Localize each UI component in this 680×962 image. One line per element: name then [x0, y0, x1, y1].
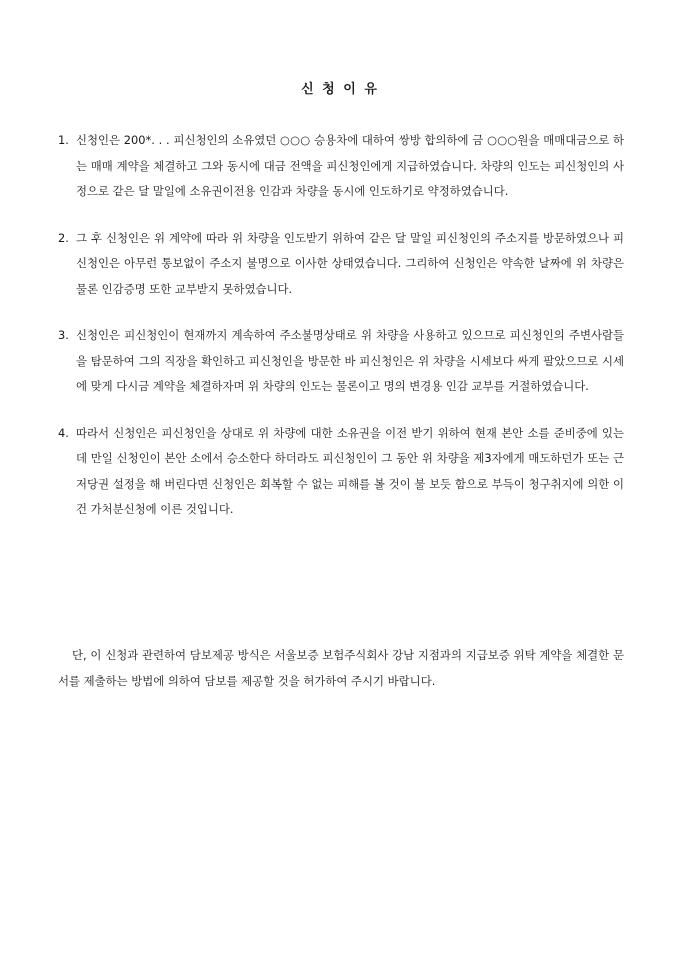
reason-item-2	[58, 226, 624, 303]
reason-number: 1.	[58, 133, 69, 147]
reason-text: 따라서 신청인은 피신청인을 상대로 위 차량에 대한 소유권을 이전 받기 위하여 현재 본안 소를 준비중에 있는데 만일 신청인이 본안 소에서 승소한다 하더라도 피신청인이 그 동안 위 차량을 제3자에게 매도하던가 또는 근저당권 설정을 해 버린다면 신청인은 회복할 수 없는 피해를 볼 것이 불 보듯 함으로 부득이 청구취지에 의한 이건 가처분신청에 이른 것입니다.	[76, 425, 624, 516]
reason-number: 2.	[58, 230, 69, 245]
reason-text: 그 후 신청인은 위 계약에 따라 위 차량을 인도받기 위하여 같은 달 말일 피신청인의 주소지를 방문하였으나 피신청인은 아무런 통보없이 주소지 불명으로 이사한 상태였습니다. 그리하여 신청인은 약속한 날짜에 위 차량은 물론 인감증명 또한 교부받지 못하였습니다.	[76, 230, 624, 296]
reason-number: 3.	[58, 328, 69, 342]
reason-item-4	[58, 421, 624, 523]
reason-number: 4.	[58, 425, 69, 440]
reasons-list	[58, 128, 624, 544]
collateral-note: 단, 이 신청과 관련하여 담보제공 방식은 서울보증 보험주식회사 강남 지점과의 지급보증 위탁 계약을 체결한 문서를 제출하는 방법에 의하여 담보를 제공할 것을 허가하여 주시기 바랍니다.	[58, 648, 624, 688]
reason-item-3	[58, 323, 624, 400]
reason-text: 신청인은 200*. . . 피신청인의 소유였던 ○○○ 승용차에 대하여 쌍방 합의하에 금 ○○○원을 매매대금으로 하는 매매 계약을 체결하고 그와 동시에 대금 전액을 피신청인에게 지급하였습니다. 차량의 인도는 피신청인의 사정으로 같은 달 말일에 소유권이전용 인감과 차량을 동시에 인도하기로 약정하였습니다.	[76, 133, 624, 198]
reason-item-1	[58, 128, 624, 205]
reason-text: 신청인은 피신청인이 현재까지 계속하여 주소불명상태로 위 차량을 사용하고 있으므로 피신청인의 주변사람들을 탐문하여 그의 직장을 확인하고 피신청인을 방문한 바 피신청인은 위 차량을 시세보다 싸게 팔았으므로 시세에 맞게 다시금 계약을 체결하자며 위 차량의 인도는 물론이고 명의 변경용 인감 교부를 거절하였습니다.	[76, 328, 625, 393]
document-title: 신 청 이 유	[301, 82, 379, 97]
